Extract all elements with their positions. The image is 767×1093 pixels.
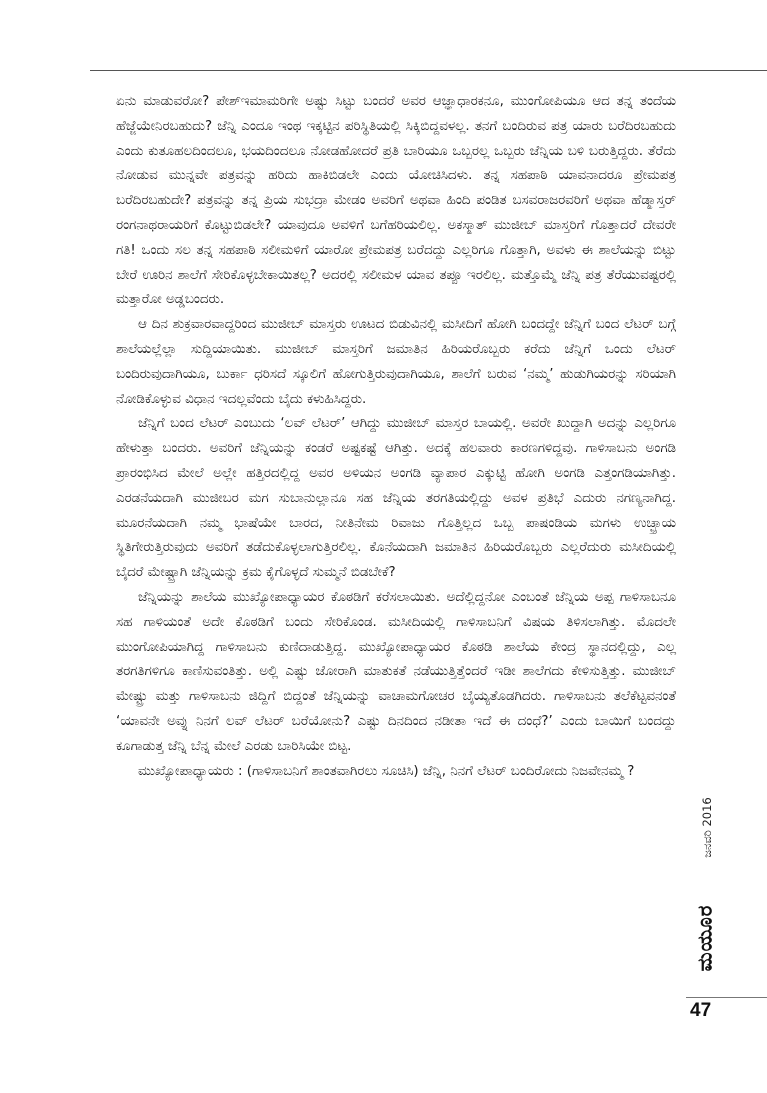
paragraph: ಏನು ಮಾಡುವರೋ? ಪೇಶ್ಇಮಾಮರಿಗೇ ಅಷ್ಟು ಸಿಟ್ಟು ಬಂದರೆ ಅವರ ಆಜ್ಞಾಧಾರಕನೂ, ಮುಂಗೋಪಿಯೂ ಆದ ತನ್ನ ತಂದೆಯ ಹೆಜ್ಜೆಯೇನಿರಬಹುದು? ಜೆನ್ನಿ ಎಂದೂ ಇಂಥ ಇಕ್ಕಟ್ಟಿನ ಪರಿಸ್ಥಿತಿಯಲ್ಲಿ ಸಿಕ್ಕಿಬಿದ್ದವಳಲ್ಲ. ತನಗೆ ಬಂದಿರುವ ಪತ್ರ ಯಾರು ಬರೆದಿರಬಹುದು ಎಂದು ಕುತೂಹಲದಿಂದಲೂ, ಭಯದಿಂದಲೂ ನೋಡಹೋದರೆ ಪ್ರತಿ ಬಾರಿಯೂ ಒಬ್ಬರಲ್ಲ ಒಬ್ಬರು ಜೆನ್ನಿಯ ಬಳಿ ಬರುತ್ತಿದ್ದರು. ತೆರೆದು ನೋಡುವ ಮುನ್ನವೇ ಪತ್ರವನ್ನು ಹರಿದು ಹಾಕಿಬಿಡಲೇ ಎಂದು ಯೋಚಿಸಿದಳು. ತನ್ನ ಸಹಪಾಠಿ ಯಾವನಾದರೂ ಪ್ರೇಮಪತ್ರ ಬರೆದಿರಬಹುದೇ? ಪತ್ರವನ್ನು ತನ್ನ ಪ್ರಿಯ ಸುಭದ್ರಾ ಮೇಡಂ ಅವರಿಗೆ ಅಥವಾ ಹಿಂದಿ ಪಂಡಿತ ಬಸವರಾಜರವರಿಗೆ ಅಥವಾ ಹೆಡ್ಮಾಸ್ತರ್ ರಂಗನಾಥರಾಯರಿಗೆ ಕೊಟ್ಟುಬಿಡಲೇ? ಯಾವುದೂ ಅವಳಿಗೆ ಬಗೆಹರಿಯಲಿಲ್ಲ. ಅಕಸ್ಮಾತ್ ಮುಜೀಬ್ ಮಾಸ್ತರಿಗೆ ಗೊತ್ತಾದರೆ ದೇವರೇ ಗತಿ! ಒಂದು ಸಲ ತನ್ನ ಸಹಪಾಠಿ ಸಲೀಮಳಿಗೆ ಯಾರೋ ಪ್ರೇಮಪತ್ರ ಬರೆದದ್ದು ಎಲ್ಲರಿಗೂ ಗೊತ್ತಾಗಿ, ಅವಳು ಈ ಶಾಲೆಯನ್ನು ಬಿಟ್ಟು ಬೇರೆ ಊರಿನ ಶಾಲೆಗೆ ಸೇರಿಕೊಳ್ಳಬೇಕಾಯಿತಲ್ಲ? ಅದರಲ್ಲಿ ಸಲೀಮಳ ಯಾವ ತಪ್ಪೂ ಇರಲಿಲ್ಲ. ಮತ್ತೊಮ್ಮೆ ಜೆನ್ನಿ ಪತ್ರ ತೆರೆಯುವಷ್ಟರಲ್ಲಿ ಮತ್ತಾರೋ ಅಡ್ಡಬಂದರು. [116,94,676,308]
footer-rule [686,997,767,998]
sidebar [686,770,726,988]
header-rule [90,70,767,71]
page-number: 47 [690,1000,712,1021]
paragraph: ಜೆನ್ನಿಗೆ ಬಂದ ಲೆಟರ್ ಎಂಬುದು ‘ಲವ್ ಲೆಟರ್’ ಆಗಿದ್ದು ಮುಜೀಬ್ ಮಾಸ್ತರ ಬಾಯಲ್ಲಿ. ಅವರೇ ಖುದ್ದಾಗಿ ಅದನ್ನು ಎಲ್ಲರಿಗೂ ಹೇಳುತ್ತಾ ಬಂದರು. ಅವರಿಗೆ ಜೆನ್ನಿಯನ್ನು ಕಂಡರೆ ಅಷ್ಟಕಷ್ಟೆ ಆಗಿತ್ತು. ಅದಕ್ಕೆ ಹಲವಾರು ಕಾರಣಗಳಿದ್ದವು. ಗಾಳಿಸಾಬನು ಅಂಗಡಿ ಪ್ರಾರಂಭಿಸಿದ ಮೇಲೆ ಅಲ್ಲೇ ಹತ್ತಿರದಲ್ಲಿದ್ದ ಅವರ ಅಳಿಯನ ಅಂಗಡಿ ವ್ಯಾಪಾರ ಎಕ್ಕುಟ್ಟಿ ಹೋಗಿ ಅಂಗಡಿ ಎತ್ತಂಗಡಿಯಾಗಿತ್ತು. ಎರಡನೆಯದಾಗಿ ಮುಜೀಬರ ಮಗ ಸುಬಾನುಲ್ಲಾನೂ ಸಹ ಜೆನ್ನಿಯ ತರಗತಿಯಲ್ಲಿದ್ದು ಅವಳ ಪ್ರತಿಭೆ ಎದುರು ನಗಣ್ಯನಾಗಿದ್ದ. ಮೂರನೆಯದಾಗಿ ನಮ್ಮ ಭಾಷೆಯೇ ಬಾರದ, ನೀತಿನೇಮ ರಿವಾಜು ಗೊತ್ತಿಲ್ಲದ ಒಬ್ಬ ಪಾಷಂಡಿಯ ಮಗಳು ಉಚ್ಛ್ರಾಯ ಸ್ಥಿತಿಗೇರುತ್ತಿರುವುದು ಅವರಿಗೆ ತಡೆದುಕೊಳ್ಳಲಾಗುತ್ತಿರಲಿಲ್ಲ. ಕೊನೆಯದಾಗಿ ಜಮಾತಿನ ಹಿರಿಯರೊಬ್ಬರು ಎಲ್ಲರೆದುರು ಮಸೀದಿಯಲ್ಲಿ ಬೈದರೆ ಮೇಷ್ಟ್ರಾಗಿ ಜೆನ್ನಿಯನ್ನು ಕ್ರಮ ಕೈಗೊಳ್ಳದೆ ಸುಮ್ಮನೆ ಬಿಡಬೇಕೆ? [116,416,676,581]
article-body [116,90,676,784]
magazine-masthead: ಮಯೂರ [692,904,716,972]
paragraph: ಆ ದಿನ ಶುಕ್ರವಾರವಾದ್ದರಿಂದ ಮುಜೀಬ್ ಮಾಸ್ತರು ಊಟದ ಬಿಡುವಿನಲ್ಲಿ ಮಸೀದಿಗೆ ಹೋಗಿ ಬಂದದ್ದೇ ಜೆನ್ನಿಗೆ ಬಂದ ಲೆಟರ್ ಬಗ್ಗೆ ಶಾಲೆಯಲ್ಲೆಲ್ಲಾ ಸುದ್ದಿಯಾಯಿತು. ಮುಜೀಬ್ ಮಾಸ್ತರಿಗೆ ಜಮಾತಿನ ಹಿರಿಯರೊಬ್ಬರು ಕರೆದು ಜೆನ್ನಿಗೆ ಒಂದು ಲೆಟರ್ ಬಂದಿರುವುದಾಗಿಯೂ, ಬುರ್ಕಾ ಧರಿಸದೆ ಸ್ಕೂಲಿಗೆ ಹೋಗುತ್ತಿರುವುದಾಗಿಯೂ, ಶಾಲೆಗೆ ಬರುವ ‘ನಮ್ಮ’ ಹುಡುಗಿಯರನ್ನು ಸರಿಯಾಗಿ ನೋಡಿಕೊಳ್ಳುವ ವಿಧಾನ ಇದಲ್ಲವೆಂದು ಬೈದು ಕಳುಹಿಸಿದ್ದರು. [116,317,676,407]
paragraph: ಜೆನ್ನಿಯನ್ನು ಶಾಲೆಯ ಮುಖ್ಯೋಪಾಧ್ಯಾಯರ ಕೊಠಡಿಗೆ ಕರೆಸಲಾಯಿತು. ಅದೆಲ್ಲಿದ್ದನೋ ಎಂಬಂತೆ ಜೆನ್ನಿಯ ಅಪ್ಪ ಗಾಳಿಸಾಬನೂ ಸಹ ಗಾಳಿಯಂತೆ ಅದೇ ಕೊಠಡಿಗೆ ಬಂದು ಸೇರಿಕೊಂಡ. ಮಸೀದಿಯಲ್ಲಿ ಗಾಳಿಸಾಬನಿಗೆ ವಿಷಯ ತಿಳಿಸಲಾಗಿತ್ತು. ಮೊದಲೇ ಮುಂಗೋಪಿಯಾಗಿದ್ದ ಗಾಳಿಸಾಬನು ಕುಣಿದಾಡುತ್ತಿದ್ದ. ಮುಖ್ಯೋಪಾಧ್ಯಾಯರ ಕೊಠಡಿ ಶಾಲೆಯ ಕೇಂದ್ರ ಸ್ಥಾನದಲ್ಲಿದ್ದು, ಎಲ್ಲ ತರಗತಿಗಳಿಗೂ ಕಾಣಿಸುವಂತಿತ್ತು. ಅಲ್ಲಿ ಎಷ್ಟು ಜೋರಾಗಿ ಮಾತುಕತೆ ನಡೆಯುತ್ತಿತ್ತೆಂದರೆ ಇಡೀ ಶಾಲೆಗದು ಕೇಳಿಸುತ್ತಿತ್ತು. ಮುಜೀಬ್ ಮೇಷ್ಟ್ರು ಮತ್ತು ಗಾಳಿಸಾಬನು ಜಿದ್ದಿಗೆ ಬಿದ್ದಂತೆ ಜೆನ್ನಿಯನ್ನು ವಾಚಾಮಗೋಚರ ಬೈಯ್ಯತೊಡಗಿದರು. ಗಾಳಿಸಾಬನು ತಲೆಕೆಟ್ಟವನಂತೆ ‘ಯಾವನೇ ಅವ್ನು ನಿನಗೆ ಲವ್ ಲೆಟರ್ ಬರೆಯೋನು? ಎಷ್ಟು ದಿನದಿಂದ ನಡೀತಾ ಇದೆ ಈ ದಂಧೆ?’ ಎಂದು ಬಾಯಿಗೆ ಬಂದದ್ದು ಕೂಗಾಡುತ್ತ ಜೆನ್ನಿ ಬೆನ್ನ ಮೇಲೆ ಎರಡು ಬಾರಿಸಿಯೇ ಬಿಟ್ಟ. [116,589,676,754]
paragraph: ಮುಖ್ಯೋಪಾಧ್ಯಾಯರು : (ಗಾಳಿಸಾಬನಿಗೆ ಶಾಂತವಾಗಿರಲು ಸೂಚಿಸಿ) ಜೆನ್ನಿ, ನಿನಗೆ ಲೆಟರ್ ಬಂದಿರೋದು ನಿಜವೇನಮ್ಮ ? [138,763,635,779]
issue-date: ಜನವರಿ 2016 [699,797,714,858]
